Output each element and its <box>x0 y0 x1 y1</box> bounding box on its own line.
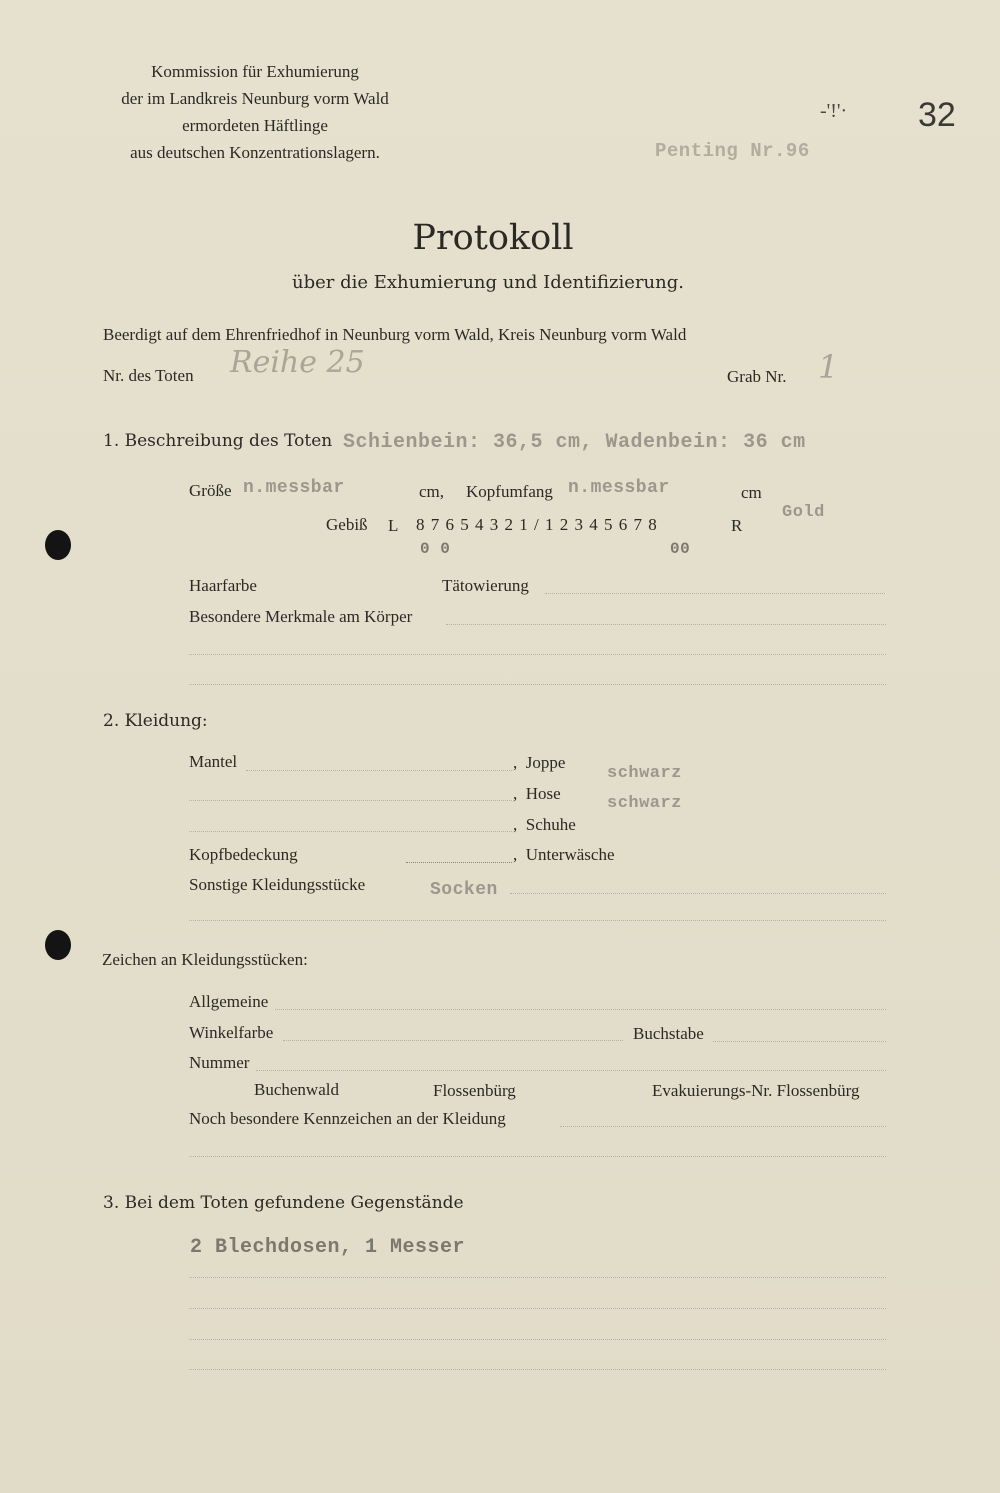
burial-line: Beerdigt auf dem Ehrenfriedhof in Neunburg vorm Wald, Kreis Neunburg vorm Wald <box>103 325 687 344</box>
coat-label: Mantel <box>189 752 238 771</box>
general-label: Allgemeine <box>189 992 269 1011</box>
other-clothing-line <box>510 893 886 894</box>
general-line <box>275 1009 886 1010</box>
headwear-line <box>406 862 512 863</box>
teeth-label: Gebiß <box>326 515 368 534</box>
teeth-chart: 8 7 6 5 4 3 2 1 / 1 2 3 4 5 6 7 8 <box>416 515 658 534</box>
jacket-value: schwarz <box>607 764 682 783</box>
tattoo-line <box>545 593 885 594</box>
coat-line <box>246 770 512 771</box>
trousers-text: Hose <box>525 784 561 803</box>
punch-hole-top <box>45 530 71 560</box>
page-number: 32 <box>918 96 956 134</box>
headwear-label: Kopfbedeckung <box>189 845 298 864</box>
shoes-label: , Schuhe <box>513 815 576 834</box>
section1-heading: 1. Beschreibung des Toten <box>103 431 333 451</box>
bone-measurement: Schienbein: 36,5 cm, Wadenbein: 36 cm <box>343 431 806 454</box>
angle-color-line <box>283 1040 623 1041</box>
found-items: 2 Blechdosen, 1 Messer <box>190 1236 466 1259</box>
shoes-text: Schuhe <box>525 815 576 834</box>
section3-heading: 3. Bei dem Toten gefundene Gegenstände <box>103 1193 464 1213</box>
stamp-reference: Penting Nr.96 <box>655 140 810 162</box>
tattoo-label: Tätowierung <box>442 576 529 595</box>
flossenburg-label: Flossenbürg <box>433 1081 516 1100</box>
other-marks-line-2 <box>189 1156 886 1157</box>
grave-number-value: 1 <box>818 348 839 386</box>
other-clothing-label: Sonstige Kleidungsstücke <box>189 875 366 894</box>
angle-color-label: Winkelfarbe <box>189 1023 274 1042</box>
trousers-label: , Hose <box>513 784 561 803</box>
features-line-1 <box>446 624 886 625</box>
other-marks-label: Noch besondere Kennzeichen an der Kleidung <box>189 1109 506 1128</box>
underwear-text: Unterwäsche <box>525 845 615 864</box>
items-line-4 <box>189 1369 886 1370</box>
features-line-3 <box>189 684 886 685</box>
items-line-1 <box>189 1277 886 1278</box>
evacuation-label: Evakuierungs-Nr. Flossenbürg <box>652 1081 860 1100</box>
dead-number-label: Nr. des Toten <box>103 366 194 385</box>
items-line-3 <box>189 1339 886 1340</box>
clothing-extra-line <box>189 920 886 921</box>
buchenwald-label: Buchenwald <box>254 1080 339 1099</box>
org-line-2: der im Landkreis Neunburg vorm Wald <box>121 89 389 108</box>
other-marks-line-1 <box>560 1126 886 1127</box>
size-label: Größe <box>189 481 232 500</box>
punch-hole-bottom <box>45 930 71 960</box>
head-circumference-value: n.messbar <box>568 478 670 498</box>
top-mark: -'!'· <box>820 100 848 122</box>
head-unit: cm <box>741 483 762 502</box>
clothing-line-3 <box>189 831 512 832</box>
jacket-text: Joppe <box>525 753 566 772</box>
trousers-value: schwarz <box>607 794 682 813</box>
teeth-left: L <box>388 516 399 535</box>
letter-label: Buchstabe <box>633 1024 704 1043</box>
teeth-marks-right: 00 <box>670 540 691 558</box>
number-line <box>256 1070 886 1071</box>
items-line-2 <box>189 1308 886 1309</box>
dead-number-value: Reihe 25 <box>230 345 365 380</box>
teeth-marks-left: 0 0 <box>420 540 451 558</box>
other-clothing-value: Socken <box>430 880 498 900</box>
org-line-4: aus deutschen Konzentrationslagern. <box>130 143 380 162</box>
teeth-gold-note: Gold <box>782 503 825 522</box>
features-label: Besondere Merkmale am Körper <box>189 607 413 626</box>
size-value: n.messbar <box>243 478 345 498</box>
org-line-3: ermordeten Häftlinge <box>182 116 328 135</box>
number-label: Nummer <box>189 1053 250 1072</box>
letter-line <box>713 1041 886 1042</box>
features-line-2 <box>189 654 886 655</box>
page-title: Protokoll <box>412 218 574 258</box>
jacket-label: , Joppe <box>513 753 566 772</box>
size-unit: cm, <box>419 482 445 501</box>
marks-heading: Zeichen an Kleidungsstücken: <box>102 950 308 969</box>
section2-heading: 2. Kleidung: <box>103 711 208 731</box>
page-subtitle: über die Exhumierung und Identifizierung. <box>292 272 684 293</box>
clothing-line-2 <box>189 800 512 801</box>
hair-color-label: Haarfarbe <box>189 576 257 595</box>
head-circumference-label: Kopfumfang <box>466 482 553 501</box>
teeth-right: R <box>731 516 743 535</box>
underwear-label: , Unterwäsche <box>513 845 615 864</box>
org-line-1: Kommission für Exhumierung <box>151 62 359 81</box>
grave-number-label: Grab Nr. <box>727 367 787 386</box>
